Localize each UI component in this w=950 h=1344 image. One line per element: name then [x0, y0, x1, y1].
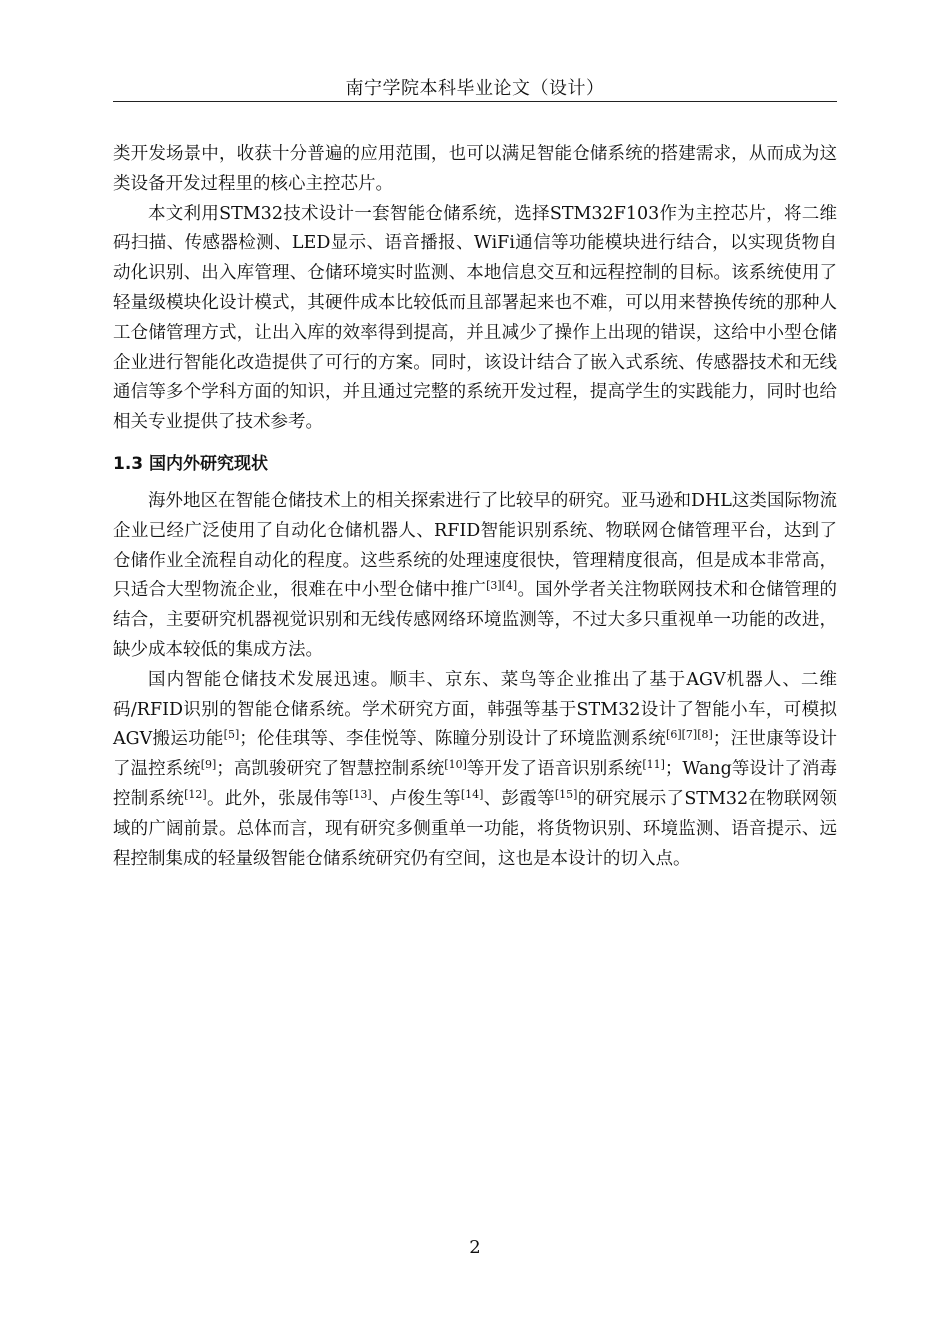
citation-ref: [11] [642, 758, 665, 772]
text-segment: 国内智能仓储技术发展迅速。顺丰、京东、菜鸟等企业推出了基于AGV机器人、二维码/RFID识别的智能仓储系统。学术研究方面，韩强等基于STM32设计了智能小车，可模拟AGV搬运功能 [113, 669, 837, 750]
text-segment: ；汪世康等设计了温控系统 [113, 729, 837, 780]
text-segment: ；高凯骏研究了智慧控制系统 [216, 759, 445, 780]
citation-ref: [6][7][8] [666, 728, 713, 742]
text-segment: 、卢俊生等 [371, 788, 461, 809]
page-number: 2 [469, 1237, 481, 1258]
citation-ref: [15] [554, 787, 578, 801]
page-header-title: 南宁学院本科毕业论文（设计） [345, 78, 605, 99]
citation-ref: [5] [223, 728, 240, 742]
text-segment: 。国外学者关注物联网技术和仓储管理的结合，主要研究机器视觉识别和无线传感网络环境监测等，不过大多只重视单一功能的改进，缺少成本较低的集成方法。 [113, 580, 837, 660]
paragraph-domestic-research [113, 666, 837, 875]
text-segment: 等开发了语音识别系统 [466, 759, 643, 780]
paragraph-continuation: 类开发场景中，收获十分普遍的应用范围，也可以满足智能仓储系统的搭建需求，从而成为这类设备开发过程里的核心主控芯片。 [113, 144, 837, 194]
header-divider [113, 101, 837, 102]
citation-ref: [13] [349, 787, 372, 801]
paragraph-design-overview: 本文利用STM32技术设计一套智能仓储系统，选择STM32F103作为主控芯片，将二维码扫描、传感器检测、LED显示、语音播报、WiFi通信等功能模块进行结合，以实现货物自动化识别、出入库管理、仓储环境实时监测、本地信息交互和远程控制的目标。该系统使用了轻量级模块化设计模式，其硬件成本比较低而且部署起来也不难，可以用来替换传统的那种人工仓储管理方式，让出入库的效率得到提高，并且减少了操作上出现的错误，这给中小型仓储企业进行智能化改造提供了可行的方案。同时，该设计结合了嵌入式系统、传感器技术和无线通信等多个学科方面的知识，并且通过完整的系统开发过程，提高学生的实践能力，同时也给相关专业提供了技术参考。 [113, 203, 837, 433]
citation-ref: [14] [460, 787, 484, 801]
document-body [113, 140, 837, 874]
citation-ref: [3][4] [486, 579, 518, 593]
text-segment: ；Wang等设计了消毒控制系统 [113, 759, 838, 809]
text-segment: 。此外，张晟伟等 [206, 788, 350, 809]
citation-ref: [9] [200, 758, 217, 772]
text-segment: 海外地区在智能仓储技术上的相关探索进行了比较早的研究。亚马逊和DHL这类国际物流企业已经广泛使用了自动化仓储机器人、RFID智能识别系统、物联网仓储管理平台，达到了仓储作业全流程自动化的程度。这些系统的处理速度很快，管理精度很高，但是成本非常高，只适合大型物流企业，很难在中小型仓储中推广 [113, 490, 837, 601]
text-segment: 的研究展示了STM32在物联网领域的广阔前景。总体而言，现有研究多侧重单一功能，将货物识别、环境监测、语音提示、远程控制集成的轻量级智能仓储系统研究仍有空间，这也是本设计的切入点。 [113, 788, 838, 869]
text-segment: ；伦佳琪等、李佳悦等、陈瞳分别设计了环境监测系统 [239, 729, 667, 750]
text-segment: 、彭霞等 [483, 788, 555, 809]
citation-ref: [10] [444, 758, 467, 772]
section-heading: 1.3 国内外研究现状 [113, 453, 269, 474]
citation-ref: [12] [184, 787, 207, 801]
paragraph-foreign-research [113, 487, 837, 666]
